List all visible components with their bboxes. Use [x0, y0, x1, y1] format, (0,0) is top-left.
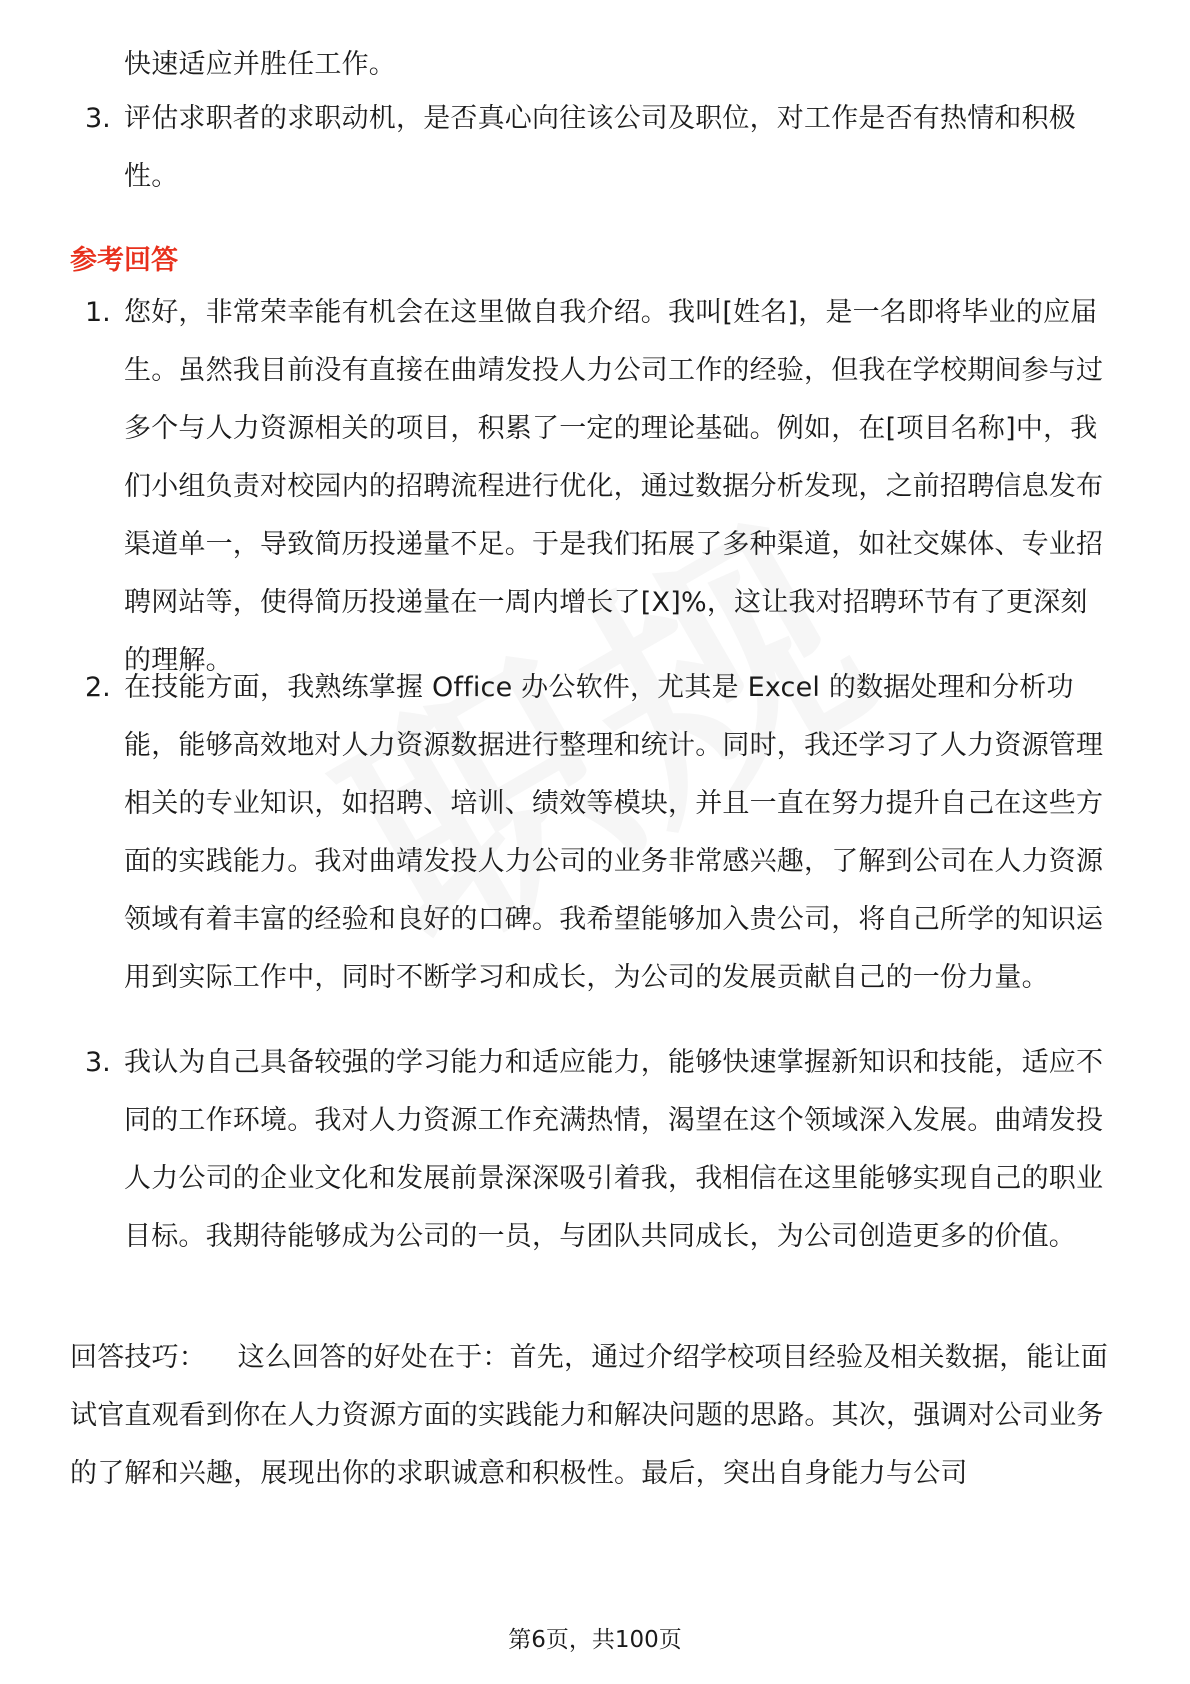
list-text: 我认为自己具备较强的学习能力和适应能力，能够快速掌握新知识和技能，适应不同的工作环境。我对人力资源工作充满热情，渴望在这个领域深入发展。曲靖发投人力公司的企业文化和发展前景深深吸引着我，我相信在这里能够实现自己的职业目标。我期待能够成为公司的一员，与团队共同成长，为公司创造更多的价值。	[124, 1047, 1104, 1252]
list-number: 1.	[85, 297, 111, 328]
list-number: 2.	[85, 672, 111, 703]
answer-tips	[70, 1329, 1115, 1503]
list-number: 3.	[85, 103, 111, 134]
list-text: 在技能方面，我熟练掌握 Office 办公软件，尤其是 Excel 的数据处理和分析功能，能够高效地对人力资源数据进行整理和统计。同时，我还学习了人力资源管理相关的专业知识，如招聘、培训、绩效等模块，并且一直在努力提升自己在这些方面的实践能力。我对曲靖发投人力公司的业务非常感兴趣，了解到公司在人力资源领域有着丰富的经验和良好的口碑。我希望能够加入贵公司，将自己所学的知识运用到实际工作中，同时不断学习和成长，为公司的发展贡献自己的一份力量。	[124, 672, 1104, 993]
tips-label: 回答技巧：	[70, 1342, 206, 1373]
list-text: 您好，非常荣幸能有机会在这里做自我介绍。我叫[姓名]，是一名即将毕业的应届生。虽然我目前没有直接在曲靖发投人力公司工作的经验，但我在学校期间参与过多个与人力资源相关的项目，积累了一定的理论基础。例如，在[项目名称]中，我们小组负责对校园内的招聘流程进行优化，通过数据分析发现，之前招聘信息发布渠道单一，导致简历投递量不足。于是我们拓展了多种渠道，如社交媒体、专业招聘网站等，使得简历投递量在一周内增长了[X]%，这让我对招聘环节有了更深刻的理解。	[124, 297, 1104, 676]
intro-continuation: 快速适应并胜任工作。	[124, 49, 396, 80]
list-text: 评估求职者的求职动机，是否真心向往该公司及职位，对工作是否有热情和积极性。	[124, 103, 1076, 192]
tips-text: 这么回答的好处在于：首先，通过介绍学校项目经验及相关数据，能让面试官直观看到你在人力资源方面的实践能力和解决问题的思路。其次，强调对公司业务的了解和兴趣，展现出你的求职诚意和积极性。最后，突出自身能力与公司	[70, 1342, 1108, 1489]
section-title: 参考回答	[70, 245, 178, 276]
page-footer: 第6页，共100页	[508, 1627, 682, 1653]
list-number: 3.	[85, 1047, 111, 1078]
